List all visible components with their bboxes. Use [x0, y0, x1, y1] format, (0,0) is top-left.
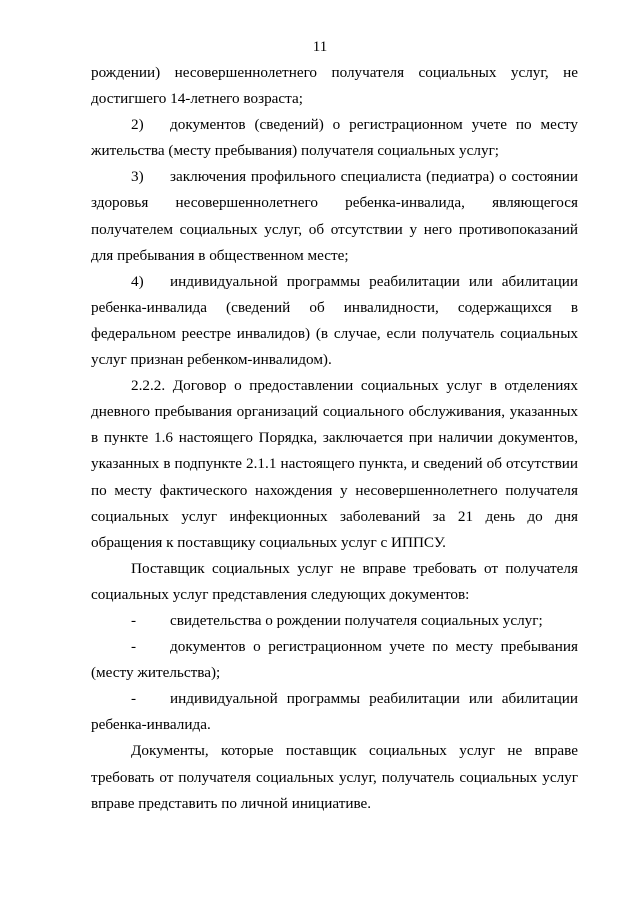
- list-item-3: [91, 164, 578, 268]
- list-marker: 4): [131, 272, 144, 290]
- dash-marker: -: [131, 690, 137, 708]
- document-body: [91, 60, 578, 817]
- list-marker: 3): [131, 168, 144, 186]
- paragraph-continuation: рождении) несовершеннолетнего получателя социальных услуг, не достигшего 14-летнего возраста;: [91, 64, 578, 108]
- list-item-text: индивидуальной программы реабилитации или абилитации ребенка-инвалида (сведений об инвалидности, содержащихся в федеральном реестре инвалидов) (в случае, если получатель социальных услуг признан ребенком-инвалидом).: [91, 272, 578, 369]
- list-item-text: заключения профильного специалиста (педиатра) о состоянии здоровья несовершеннолетнего ребенка-инвалида, являющегося получателем социальных услуг, об отсутствии у него противопоказаний для пребывания в общественном месте;: [91, 168, 578, 264]
- page-number: 11: [312, 39, 328, 55]
- list-marker: 2): [131, 116, 144, 134]
- paragraph-2-2-2: 2.2.2. Договор о предоставлении социальных услуг в отделениях дневного пребывания организаций социального обслуживания, указанных в пункте 1.6 настоящего Порядка, заключается при наличии документов, указанных в подпункте 2.1.1 настоящего пункта, и сведений об отсутствии по месту фактического нахождения у несовершеннолетнего получателя социальных услуг инфекционных заболеваний за 21 день до дня обращения к поставщику социальных услуг с ИППСУ.: [91, 377, 578, 551]
- dash-item-2: [91, 634, 578, 686]
- dash-item-3: [91, 686, 578, 738]
- dash-item-text: свидетельства о рождении получателя социальных услуг;: [170, 611, 543, 629]
- dash-marker: -: [131, 638, 137, 656]
- dash-marker: -: [131, 611, 137, 629]
- dash-item-text: индивидуальной программы реабилитации или абилитации ребенка-инвалида.: [91, 690, 578, 734]
- list-item-4: [91, 269, 578, 373]
- paragraph-final: Документы, которые поставщик социальных услуг не вправе требовать от получателя социальных услуг, получатель социальных услуг вправе представить по личной инициативе.: [91, 742, 578, 812]
- list-item-text: документов (сведений) о регистрационном учете по месту жительства (месту пребывания) получателя социальных услуг;: [91, 116, 578, 160]
- dash-item-1: [91, 608, 578, 634]
- dash-item-text: документов о регистрационном учете по месту пребывания (месту жительства);: [91, 638, 578, 682]
- list-item-2: [91, 112, 578, 164]
- paragraph-supplier: Поставщик социальных услуг не вправе требовать от получателя социальных услуг представления следующих документов:: [91, 559, 578, 603]
